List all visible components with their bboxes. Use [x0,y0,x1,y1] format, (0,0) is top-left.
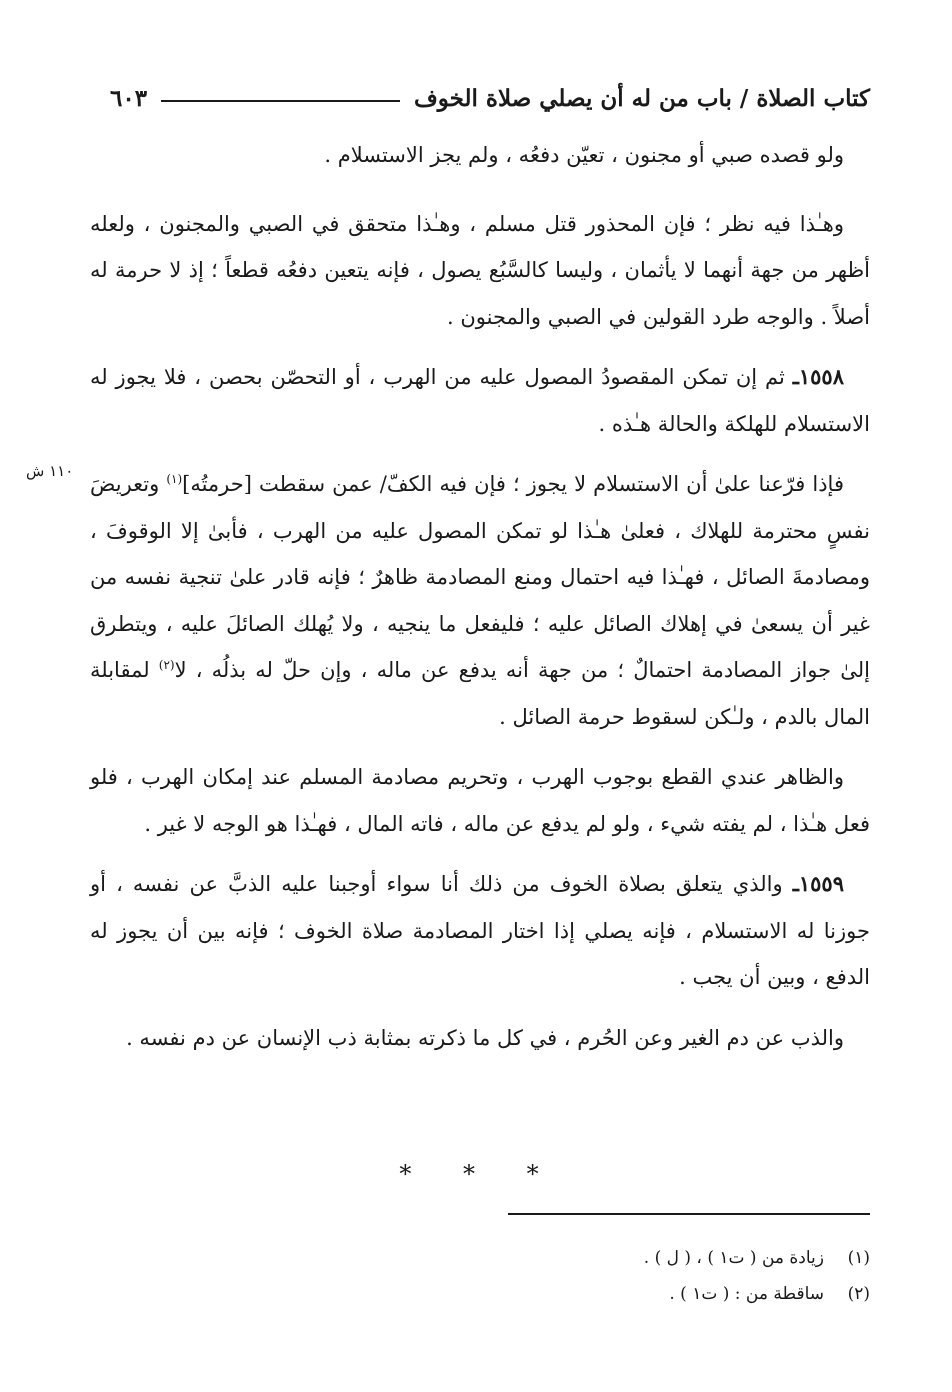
footnote-2-text: ساقطة من : ( ت١ ) . [669,1284,824,1304]
paragraph-3 [90,354,870,447]
manuscript-margin-note: ١١٠ ش [26,462,74,480]
footnote-ref-1: (١) [166,472,183,486]
paragraph-4 [90,461,870,740]
footnote-2 [300,1276,870,1312]
paragraph-7 [90,1015,870,1062]
header-rule [161,100,400,102]
paragraph-6 [90,861,870,1001]
footnote-ref-2: (٢) [158,658,175,672]
section-separator-stars: * * * [399,1160,561,1188]
issue-number-1558: ١٥٥٨ـ [792,364,844,389]
issue-number-1559: ١٥٥٩ـ [792,871,844,896]
paragraph-2-text: وهـٰذا فيه نظر ؛ فإن المحذور قتل مسلم ، وهـٰذا متحقق في الصبي والمجنون ، ولعله أظهر من جهة أنهما لا يأثمان ، وليسا كالسَّبُع يصول ، فإنه يتعين دفعُه قطعاً ؛ إذ لا حرمة له أصلاً . والوجه طرد القولين في الصبي والمجنون . [90,211,870,329]
footnotes [300,1240,870,1312]
paragraph-4-text-a: فإذا فرّعنا علىٰ أن الاستسلام لا يجوز ؛ فإن فيه الكفّ/ عمن سقطت [حرمتُه] [182,472,844,496]
paragraph-4-text-b: وتعريضَ نفسٍ محترمة للهلاك ، فعلىٰ هـٰذا لو تمكن المصول عليه من الهرب ، فأبىٰ إلا الوقوفَ ، ومصادمةَ الصائل ، فهـٰذا فيه احتمال ومنع المصادمة ظاهرٌ ؛ فإنه قادر علىٰ تنجية نفسه من غير أن يسعىٰ في إهلاك الصائل عليه ؛ فليفعل ما ينجيه ، ولا يُهلك الصائلَ عليه ، ويتطرق إلىٰ جواز المصادمة احتمالٌ ؛ من جهة أنه يدفع عن ماله ، وإن حلّ له بذلُه ، لا [90,472,870,682]
paragraph-5-text: والظاهر عندي القطع بوجوب الهرب ، وتحريم مصادمة المسلم عند إمكان الهرب ، فلو فعل هـٰذا ، لم يفته شيء ، ولو لم يدفع عن ماله ، فاته المال ، فهـٰذا هو الوجه لا غير . [90,765,870,836]
paragraph-7-text: والذب عن دم الغير وعن الحُرم ، في كل ما ذكرته بمثابة ذب الإنسان عن دم نفسه . [126,1025,844,1050]
footnote-1 [300,1240,870,1276]
running-header [110,76,870,120]
paragraph-1 [90,132,870,179]
footnote-2-number: (٢) [847,1284,870,1304]
paragraph-3-text: ثم إن تمكن المقصودُ المصول عليه من الهرب ، أو التحصّن بحصن ، فلا يجوز له الاستسلام للهلكة والحالة هـٰذه . [90,365,870,436]
page-number: ٦٠٣ [110,84,148,112]
footnote-1-number: (١) [847,1248,870,1268]
footnote-1-text: زيادة من ( ت١ ) ، ( ل ) . [643,1248,824,1268]
header-title: كتاب الصلاة / باب من له أن يصلي صلاة الخوف [413,84,870,112]
paragraph-4-text-c: لمقابلة المال بالدم ، ولـٰكن لسقوط حرمة الصائل . [90,658,870,729]
footnote-rule [508,1213,870,1215]
paragraph-6-text: والذي يتعلق بصلاة الخوف من ذلك أنا سواء أوجبنا عليه الذبَّ عن نفسه ، أو جوزنا له الاستسلام ، فإنه يصلي إذا اختار المصادمة صلاة الخوف ؛ فإنه بين أن يجوز له الدفع ، وبين أن يجب . [90,872,870,989]
paragraph-5 [90,754,870,847]
paragraph-2 [90,201,870,341]
main-text [90,132,870,1075]
paragraph-1-text: ولو قصده صبي أو مجنون ، تعيّن دفعُه ، ولم يجز الاستسلام . [324,143,844,167]
